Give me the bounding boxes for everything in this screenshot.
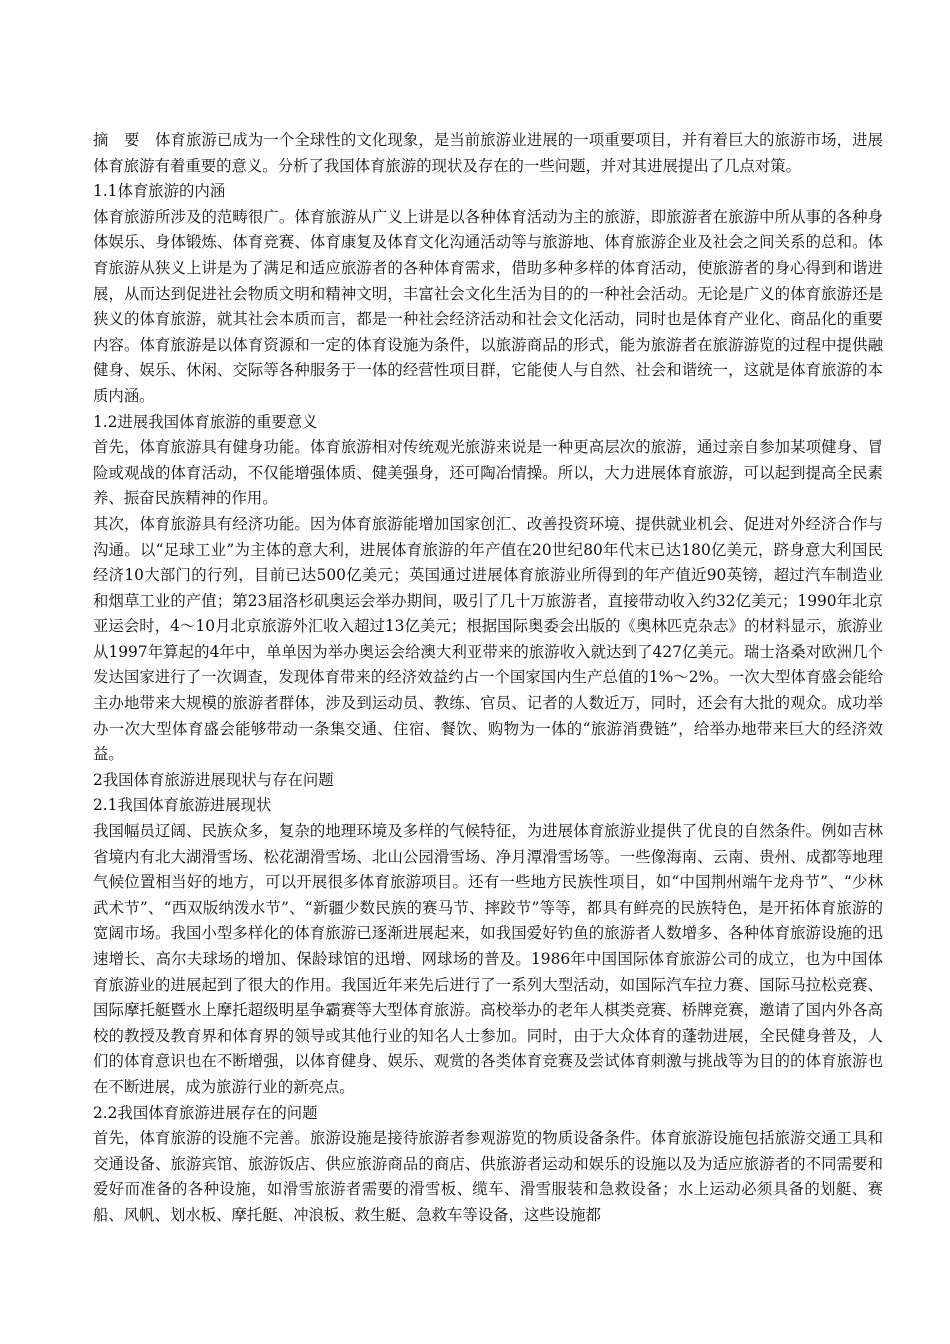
paragraph-1-1-a: 体育旅游所涉及的范畴很广。体育旅游从广义上讲是以各种体育活动为主的旅游，即旅游者在旅游中所从事的各种身体娱乐、身体锻炼、体育竞赛、体育康复及体育文化沟通活动等与旅游地、体育旅游企业及社会之间关系的总和。体育旅游从狭义上讲是为了满足和适应旅游者的各种体育需求，借助多种多样的体育活动，使旅游者的身心得到和谐进展，从而达到促进社会物质文明和精神文明，丰富社会文化生活为目的的一种社会活动。无论是广义的体育旅游还是狭义的体育旅游，就其社会本质而言，都是一种社会经济活动和社会文化活动，同时也是体育产业化、商品化的重要内容。体育旅游是以体育资源和一定的体育设施为条件，以旅游商品的形式，能为旅游者在旅游游览的过程中提供融健身、娱乐、休闲、交际等各种服务于一体的经营性项目群，它能使人与自然、社会和谐统一，这就是体育旅游的本质内涵。 [93, 207, 883, 405]
section-heading-2-2: 2.2我国体育旅游进展存在的问题 [93, 1103, 318, 1122]
paragraph-1-2-a: 首先，体育旅游具有健身功能。体育旅游相对传统观光旅游来说是一种更高层次的旅游，通过亲自参加某项健身、冒险或观战的体育活动，不仅能增强体质、健美强身，还可陶冶情操。所以，大力进展体育旅游，可以起到提高全民素养、振奋民族精神的作用。 [93, 438, 883, 508]
abstract-paragraph: 摘 要 体育旅游已成为一个全球性的文化现象，是当前旅游业进展的一项重要项目，并有着巨大的旅游市场，进展体育旅游有着重要的意义。分析了我国体育旅游的现状及存在的一些问题，并对其进展提出了几点对策。 [93, 131, 883, 175]
section-heading-2-1: 2.1我国体育旅游进展现状 [93, 796, 272, 815]
paragraph-2-2-a: 首先，体育旅游的设施不完善。旅游设施是接待旅游者参观游览的物质设备条件。体育旅游设施包括旅游交通工具和交通设备、旅游宾馆、旅游饭店、供应旅游商品的商店、供旅游者运动和娱乐的设施以及为适应旅游者的不同需要和爱好而准备的各种设施，如滑雪旅游者需要的滑雪板、缆车、滑雪服装和急救设备；水上运动必须具备的划艇、赛船、风帆、划水板、摩托艇、冲浪板、救生艇、急救车等设备，这些设施都 [93, 1129, 883, 1224]
section-heading-1-2: 1.2进展我国体育旅游的重要意义 [93, 412, 318, 431]
section-heading-1-1: 1.1体育旅游的内涵 [93, 182, 226, 201]
paragraph-1-2-b: 其次，体育旅游具有经济功能。因为体育旅游能增加国家创汇、改善投资环境、提供就业机会、促进对外经济合作与沟通。以“足球工业”为主体的意大利，进展体育旅游的年产值在20世纪80年代末已达180亿美元，跻身意大利国民经济10大部门的行列，目前已达500亿美元；英国通过进展体育旅游业所得到的年产值近90英镑，超过汽车制造业和烟草工业的产值；第23届洛杉矶奥运会举办期间，吸引了几十万旅游者，直接带动收入约32亿美元；1990年北京亚运会时，4～10月北京旅游外汇收入超过13亿美元；根据国际奥委会出版的《奥林匹克杂志》的材料显示，旅游业从1997年算起的4年中，单单因为举办奥运会给澳大利亚带来的旅游收入就达到了427亿美元。瑞士洛桑对欧洲几个发达国家进行了一次调查，发现体育带来的经济效益约占一个国家国内生产总值的1%～2%。一次大型体育盛会能给主办地带来大规模的旅游者群体，涉及到运动员、教练、官员、记者的人数近万，同时，还会有大批的观众。成功举办一次大型体育盛会能够带动一条集交通、住宿、餐饮、购物为一体的“旅游消费链”，给举办地带来巨大的经济效益。 [93, 514, 883, 764]
paragraph-2-1-a: 我国幅员辽阔、民族众多，复杂的地理环境及多样的气候特征，为进展体育旅游业提供了优良的自然条件。例如吉林省境内有北大湖滑雪场、松花湖滑雪场、北山公园滑雪场、净月潭滑雪场等。一些像海南、云南、贵州、成都等地理气候位置相当好的地方，可以开展很多体育旅游项目。还有一些地方民族性项目，如“中国荆州端午龙舟节”、“少林武术节”、“西双版纳泼水节”、“新疆少数民族的赛马节、摔跤节”等等，都具有鲜亮的民族特色，是开拓体育旅游的宽阔市场。我国小型多样化的体育旅游已逐渐进展起来，如我国爱好钓鱼的旅游者人数增多、各种体育旅游设施的迅速增长、高尔夫球场的增加、保龄球馆的迅增、网球场的普及。1986年中国国际体育旅游公司的成立，也为中国体育旅游业的进展起到了很大的作用。我国近年来先后进行了一系列大型活动，如国际汽车拉力赛、国际马拉松竞赛、国际摩托艇暨水上摩托超级明星争霸赛等大型体育旅游。高校举办的老年人棋类竞赛、桥牌竞赛，邀请了国内外各高校的教授及教育界和体育界的领导或其他行业的知名人士参加。同时，由于大众体育的蓬勃进展，全民健身普及，人们的体育意识也在不断增强，以体育健身、娱乐、观赏的各类体育竞赛及尝试体育刺激与挑战等为目的的体育旅游也在不断进展，成为旅游行业的新亮点。 [93, 822, 883, 1096]
section-heading-2: 2我国体育旅游进展现状与存在问题 [93, 770, 334, 789]
document-page [93, 128, 883, 1229]
